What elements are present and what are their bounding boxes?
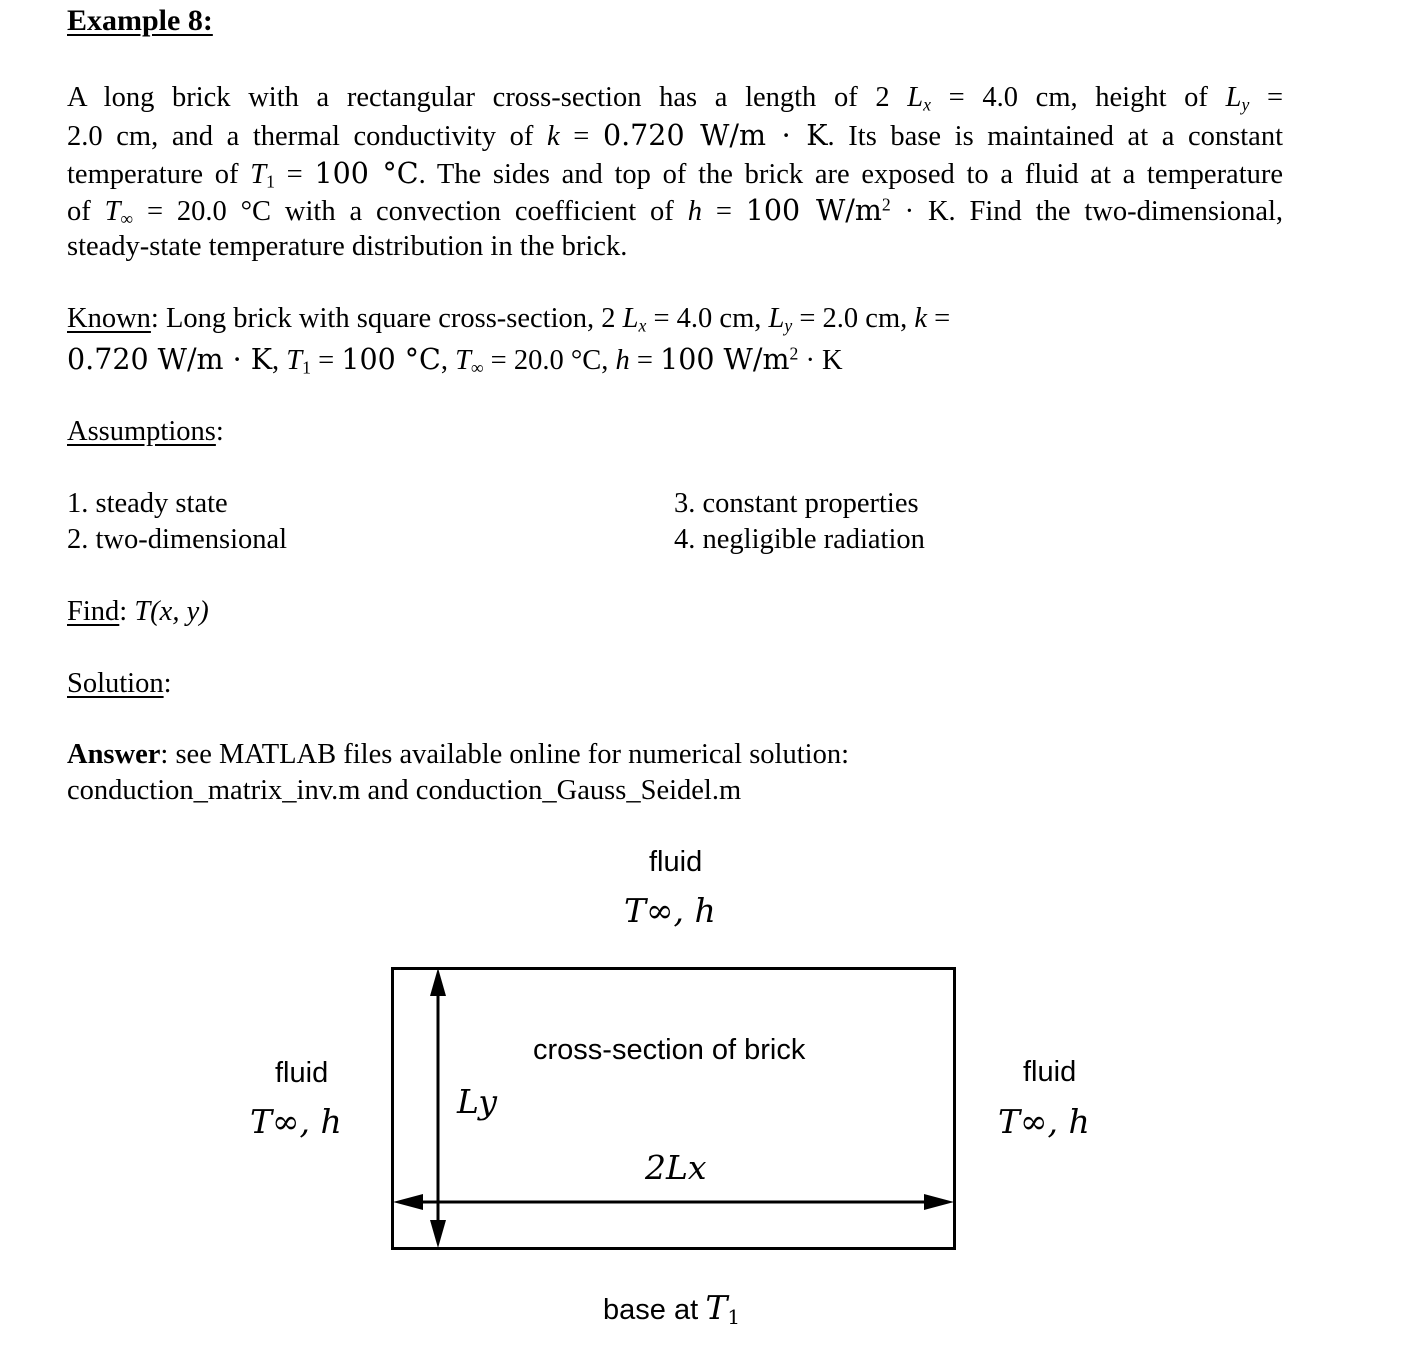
problem-line-2: 2.0 cm, and a thermal conductivity of k = 0.720 W/m · K. Its base is maintained at a constant xyxy=(67,119,1283,152)
problem-line-1: A long brick with a rectangular cross-section has a length of 2 $L_x = 4.0$ cm, height of $L_y$ = xyxy=(67,82,1284,115)
lx-dimension-label: 2Lx xyxy=(645,1148,707,1187)
assumptions-label: Assumptions xyxy=(67,416,216,447)
example-title: Example 8: xyxy=(67,4,213,37)
ly-dimension-label: Ly xyxy=(457,1082,497,1121)
right-fluid-conditions: T∞, h xyxy=(998,1102,1090,1141)
assumption-item: 2. two-dimensional xyxy=(67,524,288,555)
solution-heading: Solution: xyxy=(67,668,172,699)
right-fluid-label: fluid xyxy=(1023,1056,1077,1088)
top-fluid-conditions: T∞, h xyxy=(624,891,716,930)
base-temperature-label: base at $T_1$ xyxy=(603,1288,741,1329)
known-line-2: 0.720 W/m · K, $T_1 = 100$ °C, $T_\infty = 20.0$ °C, h = 100 $W/m^2 \cdot K$ xyxy=(67,343,843,378)
left-fluid-label: fluid xyxy=(275,1057,329,1089)
top-fluid-label: fluid xyxy=(649,846,703,878)
find-expression: T(x, y) xyxy=(134,596,209,627)
cross-section-label: cross-section of brick xyxy=(533,1034,806,1066)
find-label: Find xyxy=(67,596,120,627)
answer-label: Answer xyxy=(67,739,161,770)
horizontal-dimension-arrow xyxy=(393,1194,954,1210)
vertical-dimension-arrow xyxy=(430,968,446,1248)
answer-line-1: Answer: see MATLAB files available online for numerical solution: xyxy=(67,739,849,770)
left-fluid-conditions: T∞, h xyxy=(250,1102,342,1141)
known-label: Known xyxy=(67,303,151,334)
solution-label: Solution xyxy=(67,668,164,699)
assumption-item: 4. negligible radiation xyxy=(674,524,925,555)
problem-line-5: steady-state temperature distribution in the brick. xyxy=(67,231,628,262)
find-line: Find: T(x, y) xyxy=(67,596,209,627)
assumptions-heading: Assumptions: xyxy=(67,416,224,447)
assumption-item: 1. steady state xyxy=(67,488,228,519)
answer-line-2: conduction_matrix_inv.m and conduction_Gauss_Seidel.m xyxy=(67,775,742,806)
assumption-item: 3. constant properties xyxy=(674,488,919,519)
known-line-1: Known: Long brick with square cross-section, 2 $L_x = 4.0$ cm, $L_y = 2.0$ cm, k = xyxy=(67,303,951,336)
problem-line-3: temperature of $T_1 = 100$ °C. The sides and top of the brick are exposed to a fluid at a temperature xyxy=(67,157,1284,192)
problem-line-4: of $T_\infty = 20.0$ °C with a convection coefficient of h = 100 $W/m^2 \cdot K$. Find the two-dimensional, xyxy=(67,194,1284,229)
